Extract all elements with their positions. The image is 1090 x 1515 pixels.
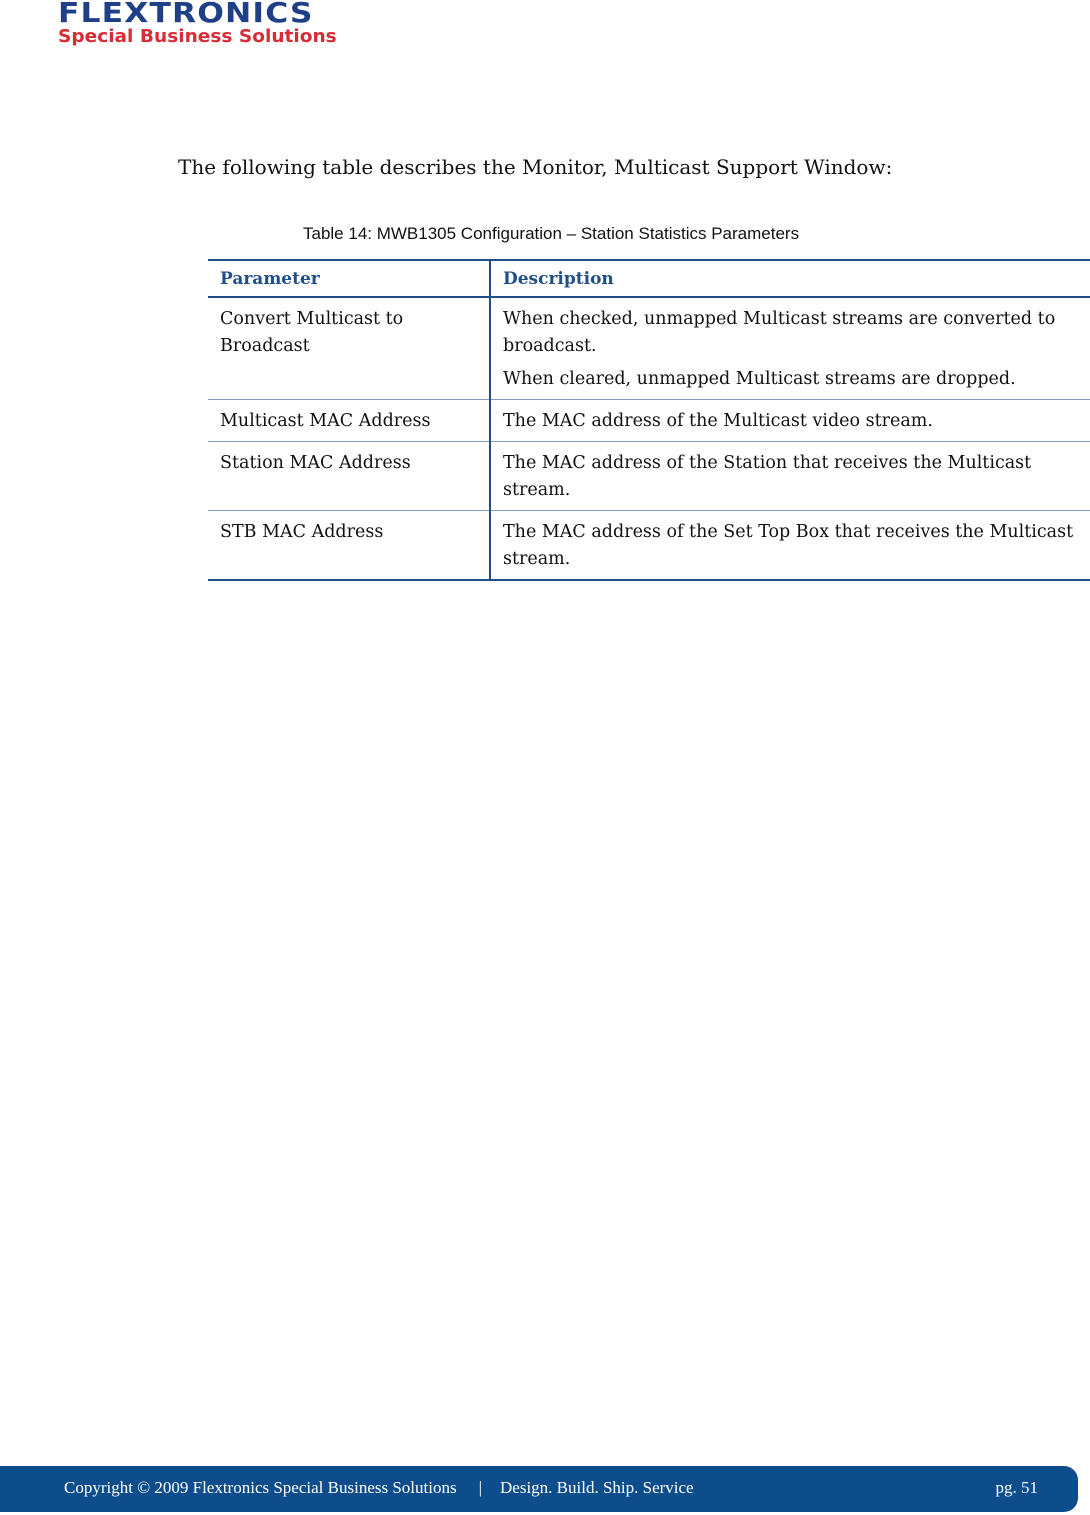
table-row: [208, 511, 1090, 581]
intro-paragraph: The following table describes the Monitor, Multicast Support Window:: [178, 155, 893, 179]
parameters-table: [208, 259, 1090, 581]
parameter-cell: Multicast MAC Address: [208, 400, 490, 442]
footer-separator: |: [478, 1478, 482, 1497]
description-cell: [490, 297, 1090, 400]
footer-tagline: Design. Build. Ship. Service: [500, 1478, 694, 1497]
table-row: [208, 400, 1090, 442]
description-text: When checked, unmapped Multicast streams are converted to broadcast.: [503, 309, 1056, 356]
description-cell: The MAC address of the Set Top Box that receives the Multicast stream.: [503, 522, 1074, 569]
description-text-secondary: When cleared, unmapped Multicast streams are dropped.: [503, 369, 1016, 389]
table-caption: Table 14: MWB1305 Configuration – Station Statistics Parameters: [303, 224, 800, 243]
footer-copyright: Copyright © 2009 Flextronics Special Business Solutions: [64, 1478, 457, 1497]
header-description: Description: [503, 269, 614, 289]
logo-tagline: Special Business Solutions: [58, 26, 337, 47]
table-header-row: [208, 260, 1090, 297]
header-parameter: Parameter: [208, 260, 490, 297]
description-cell: The MAC address of the Multicast video stream.: [503, 411, 933, 431]
footer-left: [64, 1478, 694, 1498]
parameter-cell: STB MAC Address: [208, 511, 490, 581]
table-row: [208, 297, 1090, 400]
page-number: pg. 51: [995, 1478, 1038, 1497]
table-row: [208, 442, 1090, 511]
parameter-cell: Convert Multicast to Broadcast: [208, 297, 490, 400]
company-logo: [58, 0, 337, 50]
parameter-cell: Station MAC Address: [208, 442, 490, 511]
description-cell: The MAC address of the Station that receives the Multicast stream.: [503, 453, 1032, 500]
logo-wordmark: FLEXTRONICS: [58, 0, 314, 29]
page-footer: [0, 1466, 1078, 1512]
